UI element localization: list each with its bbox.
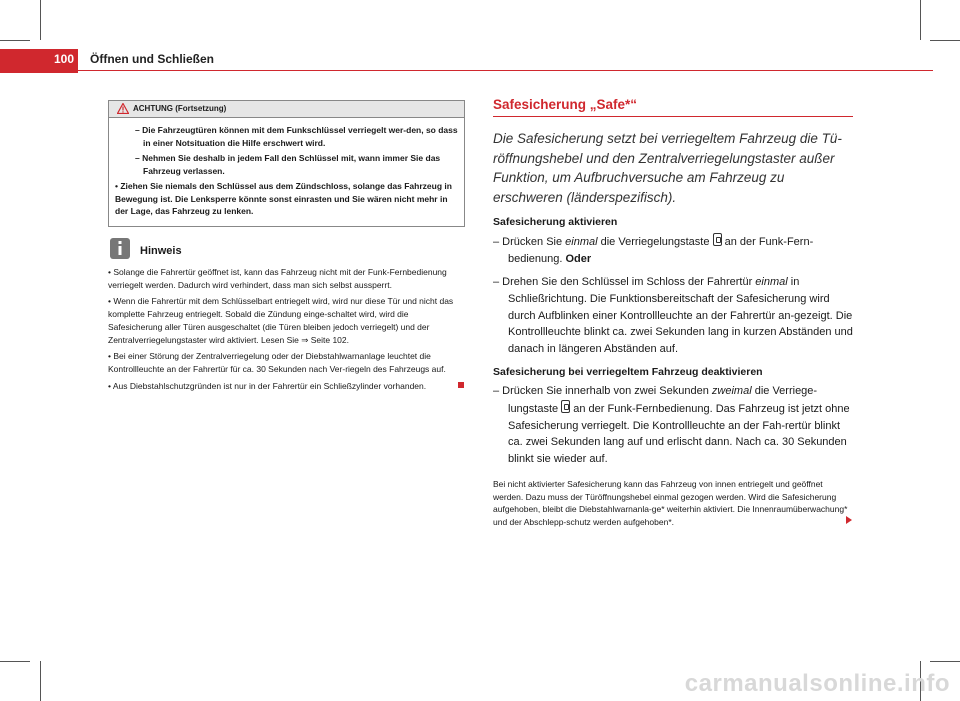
section-lead: Die Safesicherung setzt bei verriegeltem Fahrzeug die Tü-röffnungshebel und den Zentralverriegelungstaster außer Funktion, um Aufbruchversuche am Fahrzeug zu erschweren (länderspezifisch). bbox=[493, 131, 842, 205]
warning-item: – Die Fahrzeugtüren können mit dem Funkschlüssel verriegelt wer-den, so dass in einer Notsituation die Hilfe erschwert wird. bbox=[135, 125, 458, 148]
crop-mark bbox=[0, 40, 30, 41]
note-item: • Solange die Fahrertür geöffnet ist, kann das Fahrzeug nicht mit der Funk-Fernbedienung verriegelt werden. Dadurch wird verhindert, dass man sich selbst aussperrt. bbox=[108, 267, 447, 290]
header-rule bbox=[78, 70, 933, 71]
section-title: Safesicherung „Safe*“ bbox=[493, 97, 638, 112]
end-marker-icon bbox=[458, 382, 464, 388]
subheading-deactivate: Safesicherung bei verriegeltem Fahrzeug deaktivieren bbox=[493, 365, 763, 378]
lock-key-icon bbox=[713, 233, 722, 246]
crop-mark bbox=[930, 661, 960, 662]
section-safesicherung bbox=[493, 96, 853, 528]
subheading-activate: Safesicherung aktivieren bbox=[493, 216, 618, 229]
note-item-text: • Aus Diebstahlschutzgründen ist nur in der Fahrertür ein Schließzylinder vorhanden. bbox=[108, 380, 427, 391]
warning-item: – Nehmen Sie deshalb in jedem Fall den Schlüssel mit, wann immer Sie das Fahrzeug verlassen. bbox=[135, 153, 441, 176]
crop-mark bbox=[40, 0, 41, 40]
section-note: Bei nicht aktivierter Safesicherung kann das Fahrzeug von innen entriegelt und geöffnet werden. Dazu muss der Türöffnungshebel einmal gezogen werden. Wird die Safesicherung aufgehoben, bleibt die Diebstahlwarnanla-ge* weiterhin aktiviert. Die Innenraumüberwachung* und der Abschlepp-schutz werden aufgehoben*. bbox=[493, 478, 848, 527]
warning-heading: ACHTUNG (Fortsetzung) bbox=[133, 104, 227, 113]
section-rule bbox=[493, 116, 853, 117]
warning-box bbox=[108, 100, 465, 227]
page-number: 100 bbox=[0, 49, 78, 73]
note-title: Hinweis bbox=[140, 245, 182, 257]
warning-header bbox=[109, 101, 464, 118]
note-item: • Bei einer Störung der Zentralverriegelung oder der Diebstahlwarnanlage leuchtet die Kontrollleuchte an der Fahrertür für ca. 30 Sekunden nach Ver-riegeln des Fahrzeugs auf. bbox=[108, 351, 446, 374]
crop-mark bbox=[930, 40, 960, 41]
page-title: Öffnen und Schließen bbox=[90, 52, 215, 66]
step-item: – Drehen Sie den Schlüssel im Schloss der Fahrertür einmal in Schließrichtung. Die Funktionsbereitschaft der Safesicherung wird durch Aufblinken einer Kontrollleuchte an der Fahrertür an-gezeigt. Die Kontrollleuchte blinkt ca. zwei Sekunden lang in kurzen Abständen und danach in längeren Abständen auf. bbox=[493, 275, 853, 356]
watermark: carmanualsonline.info bbox=[684, 670, 950, 697]
continue-arrow-icon bbox=[846, 516, 852, 524]
step-item: – Drücken Sie einmal die Verriegelungstaste an der Funk-Fern-bedienung. Oder bbox=[493, 233, 853, 268]
crop-mark bbox=[40, 661, 41, 701]
warning-bullet: • Ziehen Sie niemals den Schlüssel aus dem Zündschloss, solange das Fahrzeug in Bewegung ist. Die Lenksperre könnte sonst einrasten und Sie wären nicht mehr in der Lage, das Fahrzeug zu lenken. bbox=[115, 181, 452, 216]
warning-icon bbox=[117, 103, 129, 114]
step-item: – Drücken Sie innerhalb von zwei Sekunden zweimal die Verriege-lungstaste an der Funk-Fernbedienung. Das Fahrzeug ist jetzt ohne Safesicherung verriegelt. Die Kontrollleuchte an der Fah-rertür blinkt ca. zwei Sekunden lang auf und erlischt dann. Nach ca. 30 Sekunden blinkt sie wieder auf. bbox=[493, 384, 850, 466]
note-item bbox=[108, 380, 465, 393]
lock-key-icon bbox=[561, 400, 570, 413]
crop-mark bbox=[0, 661, 30, 662]
note-item: • Wenn die Fahrertür mit dem Schlüsselbart entriegelt wird, wird nur diese Tür und nicht das komplette Fahrzeug entriegelt. Sobald die Zündung einge-schaltet wird, wird die Safesicherung aller Türen ausgeschaltet (die Türen bleiben jedoch verriegelt) und der Zentralverriegelungstaster wird aktiviert. Lesen Sie ⇒ Seite 102. bbox=[108, 296, 454, 345]
info-icon bbox=[110, 238, 130, 259]
crop-mark bbox=[920, 0, 921, 40]
